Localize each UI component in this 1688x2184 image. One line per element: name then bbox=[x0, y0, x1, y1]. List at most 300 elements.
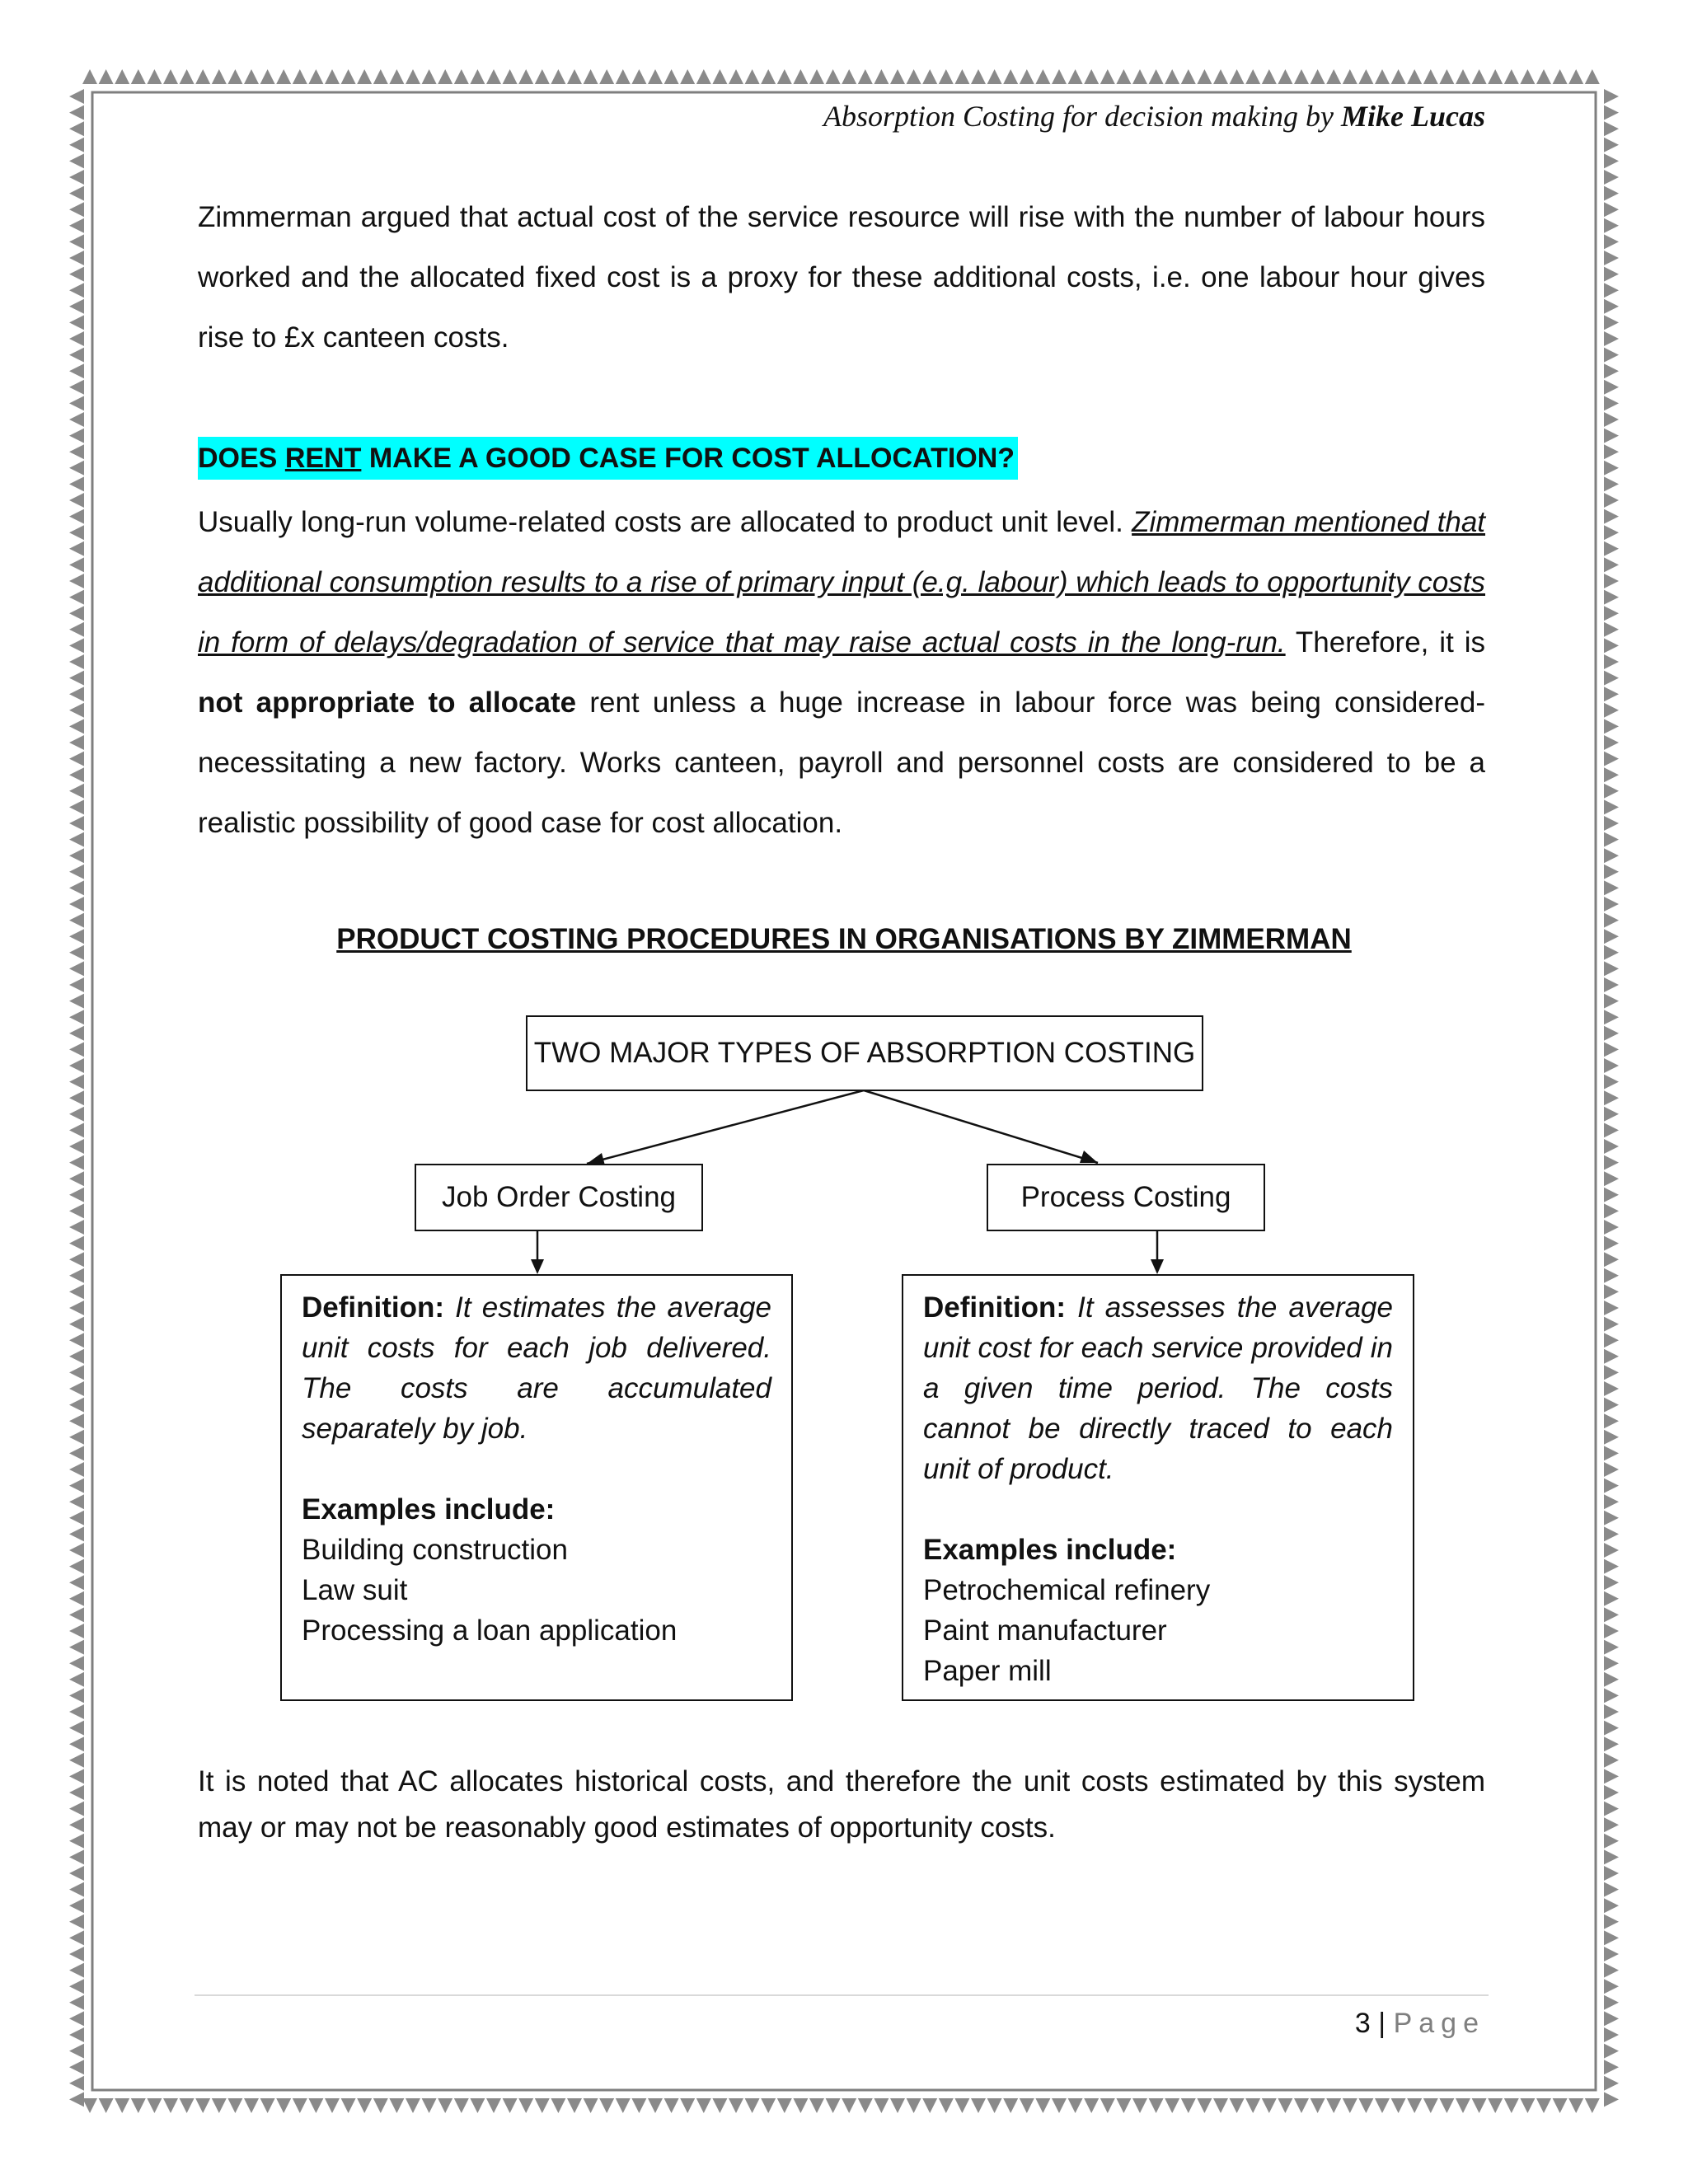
border-triangle bbox=[69, 234, 84, 249]
border-triangle bbox=[1604, 848, 1619, 863]
border-triangles-top bbox=[82, 69, 1600, 84]
definition-label: Definition: bbox=[923, 1291, 1067, 1324]
border-triangle bbox=[115, 2098, 129, 2113]
page-separator: | bbox=[1378, 2008, 1386, 2039]
border-triangle bbox=[69, 2027, 84, 2042]
border-triangle bbox=[69, 1640, 84, 1655]
border-triangle bbox=[1604, 1947, 1619, 1961]
border-triangle bbox=[486, 69, 501, 84]
border-triangle bbox=[69, 1236, 84, 1251]
border-triangle bbox=[1294, 69, 1309, 84]
border-triangle bbox=[987, 69, 1002, 84]
border-triangle bbox=[69, 1494, 84, 1509]
border-triangle bbox=[69, 2060, 84, 2074]
border-triangle bbox=[69, 735, 84, 750]
border-triangle bbox=[69, 1721, 84, 1736]
border-triangle bbox=[69, 1802, 84, 1816]
border-triangle bbox=[69, 202, 84, 217]
border-triangle bbox=[712, 2098, 727, 2113]
border-triangle bbox=[1407, 2098, 1422, 2113]
border-triangle bbox=[308, 69, 323, 84]
rent-text-3: rent unless a huge increase in labour force was being considered-necessitating a new factory. Works canteen, payroll and personnel costs are considered to be a realistic possibility of good case for cost allocation. bbox=[198, 687, 1486, 839]
border-triangle bbox=[69, 574, 84, 588]
job-order-detail bbox=[280, 1274, 793, 1701]
border-triangle bbox=[1520, 69, 1535, 84]
header-author: Mike Lucas bbox=[1341, 100, 1485, 133]
border-triangle bbox=[1181, 2098, 1196, 2113]
border-triangle bbox=[1604, 1575, 1619, 1590]
border-triangle bbox=[69, 1559, 84, 1574]
border-triangle bbox=[69, 1171, 84, 1186]
border-triangle bbox=[1604, 509, 1619, 524]
border-triangle bbox=[1604, 186, 1619, 201]
border-triangle bbox=[244, 69, 259, 84]
border-triangle bbox=[69, 251, 84, 265]
border-triangle bbox=[406, 2098, 420, 2113]
border-triangle bbox=[1278, 2098, 1292, 2113]
border-triangle bbox=[69, 89, 84, 104]
border-triangles-bottom bbox=[82, 2098, 1600, 2113]
border-triangle bbox=[69, 687, 84, 701]
border-triangle bbox=[373, 69, 388, 84]
border-triangle bbox=[1100, 69, 1115, 84]
border-triangle bbox=[858, 69, 873, 84]
border-triangle bbox=[954, 69, 969, 84]
border-triangle bbox=[535, 69, 550, 84]
border-triangle bbox=[503, 69, 518, 84]
border-triangle bbox=[842, 2098, 856, 2113]
border-triangle bbox=[69, 2044, 84, 2059]
border-triangle bbox=[69, 1849, 84, 1864]
border-triangle bbox=[486, 2098, 501, 2113]
border-triangle bbox=[69, 2011, 84, 2026]
border-triangle bbox=[69, 961, 84, 976]
border-triangle bbox=[1604, 1349, 1619, 1364]
border-triangle bbox=[260, 2098, 275, 2113]
border-triangle bbox=[761, 2098, 776, 2113]
border-triangle bbox=[567, 2098, 582, 2113]
border-triangles-left bbox=[69, 89, 84, 2107]
border-triangle bbox=[69, 752, 84, 766]
border-triangle bbox=[260, 69, 275, 84]
border-triangle bbox=[1245, 69, 1260, 84]
border-triangle bbox=[1003, 2098, 1018, 2113]
border-triangle bbox=[1181, 69, 1196, 84]
border-triangle bbox=[1604, 170, 1619, 185]
example-item: Petrochemical refinery bbox=[923, 1574, 1211, 1606]
border-triangle bbox=[1604, 299, 1619, 314]
rent-paragraph bbox=[198, 492, 1485, 853]
heading-key: RENT bbox=[284, 443, 362, 474]
border-triangle bbox=[631, 69, 646, 84]
border-triangle bbox=[69, 444, 84, 459]
border-triangle bbox=[341, 2098, 356, 2113]
rent-text-1: Usually long-run volume-related costs are allocated to product unit level. bbox=[198, 506, 1132, 538]
rent-text-2: Therefore, it is bbox=[1285, 626, 1485, 658]
border-triangle bbox=[1604, 735, 1619, 750]
border-triangle bbox=[438, 2098, 452, 2113]
border-triangle bbox=[1504, 69, 1519, 84]
border-triangle bbox=[163, 69, 178, 84]
border-triangle bbox=[631, 2098, 646, 2113]
border-triangle bbox=[1536, 69, 1551, 84]
border-triangle bbox=[616, 2098, 631, 2113]
border-triangle bbox=[1604, 1446, 1619, 1460]
border-triangle bbox=[69, 1107, 84, 1122]
border-triangle bbox=[1230, 2098, 1245, 2113]
border-triangle bbox=[1245, 2098, 1260, 2113]
rent-bold: not appropriate to allocate bbox=[198, 687, 577, 719]
border-triangle bbox=[69, 348, 84, 363]
border-triangle bbox=[1230, 69, 1245, 84]
border-triangle bbox=[69, 832, 84, 847]
border-triangle bbox=[69, 1042, 84, 1057]
process-detail bbox=[902, 1274, 1414, 1701]
arrowhead-left-detail bbox=[531, 1259, 544, 1274]
border-triangle bbox=[1213, 2098, 1228, 2113]
border-triangle bbox=[1456, 2098, 1470, 2113]
border-triangle bbox=[69, 1026, 84, 1041]
border-triangle bbox=[1132, 2098, 1147, 2113]
border-triangle bbox=[69, 1220, 84, 1235]
arrowhead-right bbox=[1080, 1151, 1098, 1163]
border-triangle bbox=[890, 2098, 905, 2113]
border-triangle bbox=[907, 69, 921, 84]
border-triangle bbox=[1604, 961, 1619, 976]
border-triangle bbox=[1604, 816, 1619, 831]
border-triangle bbox=[454, 2098, 469, 2113]
border-triangle bbox=[69, 2092, 84, 2107]
border-triangle bbox=[195, 2098, 210, 2113]
border-triangle bbox=[389, 2098, 404, 2113]
border-triangle bbox=[69, 429, 84, 443]
border-triangle bbox=[69, 1365, 84, 1380]
border-triangle bbox=[551, 69, 565, 84]
border-triangle bbox=[1604, 1591, 1619, 1606]
border-triangle bbox=[1068, 2098, 1083, 2113]
border-triangle bbox=[826, 2098, 841, 2113]
border-triangle bbox=[518, 2098, 533, 2113]
border-triangle bbox=[793, 69, 808, 84]
border-triangle bbox=[1604, 1139, 1619, 1154]
border-triangle bbox=[1604, 574, 1619, 588]
border-triangle bbox=[454, 69, 469, 84]
border-triangle bbox=[777, 2098, 792, 2113]
border-triangle bbox=[729, 69, 743, 84]
border-triangle bbox=[1604, 153, 1619, 168]
border-triangle bbox=[1604, 2011, 1619, 2026]
border-triangle bbox=[1604, 2027, 1619, 2042]
border-triangle bbox=[69, 606, 84, 621]
page-footer bbox=[1355, 2008, 1485, 2040]
root-label: TWO MAJOR TYPES OF ABSORPTION COSTING bbox=[533, 1037, 1196, 1069]
border-triangle bbox=[1472, 2098, 1487, 2113]
border-triangle bbox=[1604, 1317, 1619, 1332]
border-triangle bbox=[1604, 1640, 1619, 1655]
border-triangle bbox=[1358, 2098, 1373, 2113]
border-triangle bbox=[69, 153, 84, 168]
border-triangle bbox=[69, 509, 84, 524]
border-triangle bbox=[69, 1479, 84, 1493]
border-triangle bbox=[1604, 1624, 1619, 1638]
border-triangle bbox=[535, 2098, 550, 2113]
border-triangle bbox=[1604, 1559, 1619, 1574]
example-item: Law suit bbox=[302, 1574, 408, 1606]
connector-root-left bbox=[587, 1090, 864, 1164]
border-triangle bbox=[69, 461, 84, 476]
border-triangle bbox=[1604, 1511, 1619, 1526]
border-triangle bbox=[69, 1090, 84, 1105]
border-triangle bbox=[69, 1624, 84, 1638]
page-label: Page bbox=[1393, 2008, 1485, 2039]
border-triangle bbox=[1604, 1704, 1619, 1719]
border-triangle bbox=[244, 2098, 259, 2113]
border-triangle bbox=[1604, 218, 1619, 233]
border-triangle bbox=[680, 2098, 695, 2113]
border-triangle bbox=[69, 1075, 84, 1090]
border-triangle bbox=[341, 69, 356, 84]
process-definition bbox=[923, 1287, 1393, 1489]
border-triangle bbox=[1604, 251, 1619, 265]
border-triangle bbox=[69, 267, 84, 282]
border-triangle bbox=[971, 2098, 986, 2113]
border-triangle bbox=[1520, 2098, 1535, 2113]
border-triangle bbox=[69, 1672, 84, 1687]
border-triangle bbox=[212, 2098, 227, 2113]
diagram-title: PRODUCT COSTING PROCEDURES IN ORGANISATIONS BY ZIMMERMAN bbox=[336, 923, 1352, 955]
border-triangle bbox=[1604, 1430, 1619, 1445]
border-triangle bbox=[180, 69, 195, 84]
border-triangle bbox=[1553, 69, 1568, 84]
border-triangle bbox=[1278, 69, 1292, 84]
border-triangle bbox=[406, 69, 420, 84]
rent-quote: Zimmerman mentioned that additional consumption results to a rise of primary input (e.g. labour) which leads to opportunity costs in form of delays/degradation of service that may raise actual costs in the long-run. bbox=[198, 506, 1486, 658]
border-triangle bbox=[567, 69, 582, 84]
border-triangle bbox=[696, 2098, 711, 2113]
border-triangle bbox=[1326, 69, 1341, 84]
border-triangle bbox=[1262, 2098, 1277, 2113]
border-triangle bbox=[1604, 557, 1619, 572]
border-triangle bbox=[373, 2098, 388, 2113]
border-triangle bbox=[1472, 69, 1487, 84]
border-triangle bbox=[1488, 69, 1503, 84]
border-triangle bbox=[1020, 2098, 1034, 2113]
border-triangle bbox=[69, 1349, 84, 1364]
border-triangle bbox=[1294, 2098, 1309, 2113]
border-triangle bbox=[1116, 69, 1131, 84]
border-triangle bbox=[1604, 429, 1619, 443]
border-triangle bbox=[1604, 1075, 1619, 1090]
border-triangle bbox=[69, 1203, 84, 1218]
border-triangle bbox=[712, 69, 727, 84]
border-triangle bbox=[1604, 283, 1619, 298]
border-triangle bbox=[1311, 69, 1325, 84]
running-header bbox=[198, 99, 1485, 134]
border-triangle bbox=[69, 897, 84, 912]
border-triangle bbox=[1604, 719, 1619, 733]
border-triangle bbox=[82, 69, 97, 84]
border-triangle bbox=[1604, 1526, 1619, 1541]
example-item: Processing a loan application bbox=[302, 1615, 678, 1647]
border-triangle bbox=[1343, 2098, 1357, 2113]
border-triangle bbox=[1604, 1026, 1619, 1041]
border-triangle bbox=[69, 1268, 84, 1283]
border-triangle bbox=[69, 1866, 84, 1881]
border-triangle bbox=[1604, 525, 1619, 540]
border-triangle bbox=[82, 2098, 97, 2113]
border-triangle bbox=[69, 1898, 84, 1913]
border-triangle bbox=[1604, 1802, 1619, 1816]
border-triangle bbox=[69, 121, 84, 136]
header-title: Absorption Costing for decision making by bbox=[823, 100, 1341, 133]
border-triangle bbox=[69, 380, 84, 395]
border-triangle bbox=[1604, 1236, 1619, 1251]
border-triangle bbox=[1391, 2098, 1406, 2113]
border-triangle bbox=[69, 493, 84, 508]
border-triangle bbox=[69, 1575, 84, 1590]
border-triangle bbox=[809, 69, 824, 84]
border-triangle bbox=[1604, 1010, 1619, 1024]
border-triangle bbox=[69, 1947, 84, 1961]
border-triangle bbox=[69, 880, 84, 895]
border-triangle bbox=[1604, 654, 1619, 669]
border-triangle bbox=[745, 2098, 760, 2113]
border-triangle bbox=[276, 2098, 291, 2113]
border-triangle bbox=[809, 2098, 824, 2113]
border-triangle bbox=[69, 557, 84, 572]
border-triangle bbox=[1604, 315, 1619, 330]
border-triangle bbox=[1604, 202, 1619, 217]
border-triangle bbox=[664, 2098, 679, 2113]
border-triangle bbox=[1604, 1736, 1619, 1751]
border-triangle bbox=[69, 541, 84, 556]
border-triangle bbox=[69, 1398, 84, 1413]
border-triangle bbox=[939, 69, 954, 84]
border-triangle bbox=[1052, 69, 1067, 84]
border-triangle bbox=[599, 2098, 614, 2113]
border-triangle bbox=[584, 69, 598, 84]
border-triangle bbox=[1604, 767, 1619, 782]
border-triangle bbox=[163, 2098, 178, 2113]
border-triangle bbox=[1100, 2098, 1115, 2113]
border-triangle bbox=[422, 69, 437, 84]
border-triangle bbox=[1604, 541, 1619, 556]
border-triangle bbox=[1052, 2098, 1067, 2113]
border-triangle bbox=[69, 767, 84, 782]
border-triangle bbox=[551, 2098, 565, 2113]
border-triangle bbox=[69, 1381, 84, 1396]
border-triangle bbox=[69, 1882, 84, 1897]
border-triangle bbox=[1604, 897, 1619, 912]
border-triangle bbox=[1003, 69, 1018, 84]
border-triangle bbox=[616, 69, 631, 84]
example-item: Paint manufacturer bbox=[923, 1615, 1167, 1647]
border-triangle bbox=[422, 2098, 437, 2113]
border-triangle bbox=[1604, 348, 1619, 363]
border-triangle bbox=[1604, 461, 1619, 476]
border-triangle bbox=[1604, 1882, 1619, 1897]
border-triangle bbox=[69, 1753, 84, 1768]
border-triangle bbox=[1604, 2044, 1619, 2059]
border-triangle bbox=[69, 1317, 84, 1332]
border-triangle bbox=[69, 1301, 84, 1315]
border-triangle bbox=[69, 105, 84, 120]
border-triangle bbox=[1604, 1381, 1619, 1396]
border-triangle bbox=[1197, 2098, 1212, 2113]
border-triangle bbox=[599, 69, 614, 84]
border-triangle bbox=[1604, 444, 1619, 459]
border-triangle bbox=[1165, 2098, 1179, 2113]
border-triangle bbox=[69, 848, 84, 863]
border-triangle bbox=[664, 69, 679, 84]
border-triangle bbox=[1423, 69, 1438, 84]
border-triangle bbox=[69, 1333, 84, 1347]
border-triangle bbox=[69, 299, 84, 314]
border-triangle bbox=[1504, 2098, 1519, 2113]
border-triangle bbox=[1488, 2098, 1503, 2113]
border-triangle bbox=[147, 2098, 162, 2113]
border-triangle bbox=[1604, 105, 1619, 120]
border-triangle bbox=[276, 69, 291, 84]
border-triangle bbox=[293, 69, 307, 84]
border-triangle bbox=[1604, 1042, 1619, 1057]
border-triangle bbox=[1604, 1284, 1619, 1299]
border-triangle bbox=[1604, 1494, 1619, 1509]
border-triangle bbox=[69, 1139, 84, 1154]
border-triangle bbox=[1456, 69, 1470, 84]
border-triangle bbox=[69, 331, 84, 346]
border-triangle bbox=[1604, 977, 1619, 992]
border-triangle bbox=[1375, 2098, 1390, 2113]
border-triangle bbox=[1604, 752, 1619, 766]
border-triangle bbox=[131, 2098, 146, 2113]
border-triangle bbox=[1116, 2098, 1131, 2113]
connector-root-right bbox=[864, 1090, 1098, 1163]
border-triangle bbox=[69, 1963, 84, 1978]
border-triangle bbox=[115, 69, 129, 84]
border-triangle bbox=[648, 69, 663, 84]
border-triangle bbox=[680, 69, 695, 84]
border-triangle bbox=[1604, 865, 1619, 879]
border-triangle bbox=[131, 69, 146, 84]
border-triangle bbox=[69, 1010, 84, 1024]
border-triangle bbox=[826, 69, 841, 84]
border-triangle bbox=[69, 412, 84, 427]
border-triangle bbox=[1604, 1122, 1619, 1137]
definition-text: It estimates the average unit costs for each job delivered. The costs are accumulated separately by job. bbox=[302, 1291, 771, 1445]
examples-label: Examples include: bbox=[923, 1534, 1177, 1566]
border-triangle bbox=[1439, 2098, 1454, 2113]
border-triangle bbox=[1604, 1995, 1619, 2010]
border-triangle bbox=[1604, 2060, 1619, 2074]
border-triangle bbox=[1604, 1915, 1619, 1929]
border-triangle bbox=[1262, 69, 1277, 84]
border-triangle bbox=[1604, 2092, 1619, 2107]
border-triangle bbox=[922, 69, 937, 84]
border-triangle bbox=[69, 784, 84, 799]
closing-paragraph: It is noted that AC allocates historical costs, and therefore the unit costs estimated by this system may or may not be reasonably good estimates of opportunity costs. bbox=[198, 1765, 1485, 1844]
border-triangle bbox=[227, 2098, 242, 2113]
border-triangle bbox=[69, 2076, 84, 2091]
border-triangle bbox=[69, 1543, 84, 1558]
border-triangle bbox=[357, 69, 372, 84]
root-box bbox=[526, 1015, 1203, 1091]
border-triangle bbox=[69, 994, 84, 1009]
border-triangle bbox=[69, 622, 84, 637]
border-triangle bbox=[438, 69, 452, 84]
border-triangle bbox=[69, 1979, 84, 1994]
page-number: 3 bbox=[1354, 2008, 1371, 2039]
